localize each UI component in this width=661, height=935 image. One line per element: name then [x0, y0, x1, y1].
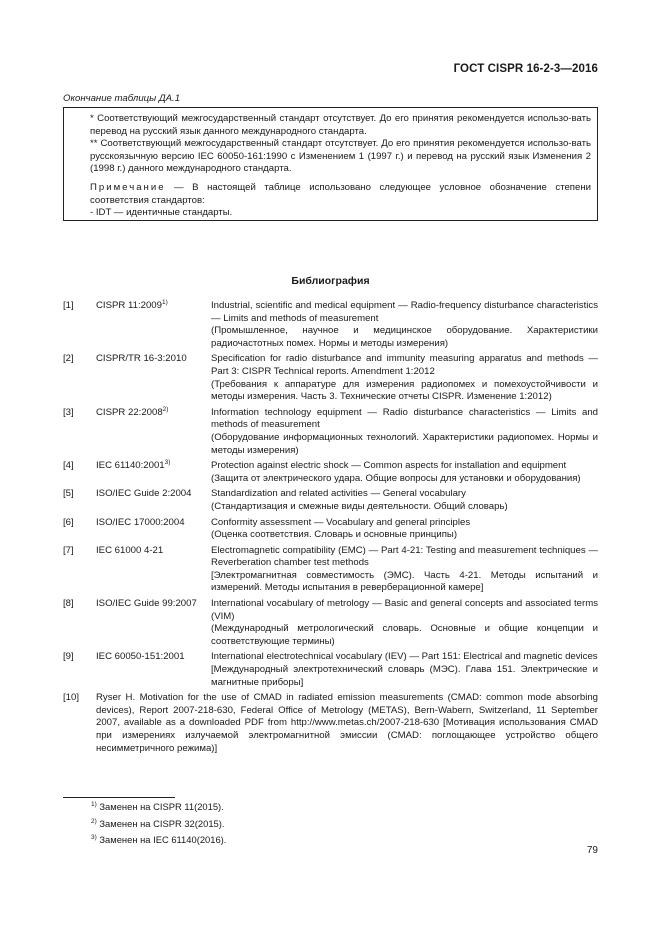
bib-document: IEC 61140:2001$^{3)}$ — [96, 458, 171, 472]
bibliography-heading: Библиография — [291, 275, 370, 287]
primechanie-label: Примечание — [90, 181, 166, 193]
bib-document: CISPR 22:2008$^{2)}$ — [96, 405, 169, 418]
bib-title: International electrotechnical vocabulary (IEV) — Part 151: Electrical and magnetic devices [Международный электротехнический словарь (МЭС). Глава 151. Электрические и магнитные приборы] — [211, 651, 598, 688]
bib-entry — [63, 517, 598, 542]
note-1: * Соответствующий межгосударственный стандарт отсутствует. До его принятия рекомендуется использо-вать перевод на русский язык данного международного стандарта. — [90, 113, 591, 137]
bib-title: Electromagnetic compatibility (EMC) — Part 4-21: Testing and measurement techniques — Reverberation chamber test methods [Электромагнитная совместимость (ЭМС). Часть 4-21. Методы испытаний и измерений. Методы испытания в реверберационной камере] — [211, 544, 598, 594]
bib-title: Specification for radio disturbance and immunity measuring apparatus and methods — Part 3: CISPR Technical reports. Amendment 1:2012 (Требования к аппаратуре для измерения радиопомех и помехоустойчивости и методы измерения. Часть 3. Технические отчеты CISPR. Изменение 1:2012) — [211, 353, 598, 403]
page-number: 79 — [586, 845, 598, 856]
bib-title: International vocabulary of metrology — Basic and general concepts and associated terms (VIM) (Международный метрологический словарь. Основные и общие концепции и соответствующие термины) — [211, 598, 598, 647]
bib-entry — [63, 545, 598, 595]
bib-number: [10] — [63, 692, 80, 704]
bib-document: ISO/IEC Guide 99:2007 — [96, 598, 197, 610]
bib-number: [7] — [63, 544, 74, 556]
bib-document: IEC 61000 4-21 — [96, 544, 164, 556]
footnote-ref: 3) — [164, 458, 171, 466]
footnotes — [91, 799, 226, 849]
bib-number: [1] — [63, 300, 74, 311]
bib-document: IEC 60050-151:2001 — [96, 651, 185, 663]
bib-title: Information technology equipment — Radio disturbance characteristics — Limits and methods of measurement (Оборудование информационных технологий. Характеристики радиопомех. Нормы и методы измерения) — [211, 406, 598, 456]
table-notes-box — [63, 107, 598, 221]
bib-title: Protection against electric shock — Common aspects for installation and equipment (Защита от электрического удара. Общие вопросы для установки и оборудования) — [211, 460, 581, 484]
bib-number: [6] — [63, 516, 74, 528]
bibliography-list — [63, 300, 598, 758]
bib-number: [5] — [63, 488, 74, 500]
footnote-ref: 2) — [162, 405, 169, 413]
footnote: $^{1)}$ Заменен на CISPR 11(2015). — [91, 800, 224, 812]
bib-entry — [63, 598, 598, 648]
note-idt: - IDT — идентичные стандарты. — [90, 207, 233, 219]
bib-document: CISPR/TR 16-3:2010 — [96, 353, 187, 365]
footnote-ref: 1) — [161, 298, 168, 306]
note-2: ** Соответствующий межгосударственный стандарт отсутствует. До его принятия рекомендуется использо-вать русскоязычную версию IEC 60050-161:1990 с Изменением 1 (1997 г.) и перевод на русский язык Изменения 2 (1998 г.) данного международного стандарта. — [90, 138, 591, 175]
bib-entry — [63, 353, 598, 403]
bib-entry — [63, 407, 598, 457]
bib-number: [3] — [63, 406, 74, 418]
note-primechanie — [90, 182, 591, 207]
footnote-divider — [63, 797, 175, 798]
footnote: $^{3)}$ Заменен на IEC 61140(2016). — [91, 833, 227, 845]
bib-title: Industrial, scientific and medical equipment — Radio-frequency disturbance characteristics — Limits and methods of measurement (Промышленное, научное и медицинское оборудование. Характеристики радиочастотных помех. Нормы и методы измерения) — [211, 300, 598, 349]
bib-title: Standardization and related activities — General vocabulary (Стандартизация и смежные виды деятельности. Общий словарь) — [211, 488, 508, 512]
bib-entry — [63, 651, 598, 689]
bib-title: Conformity assessment — Vocabulary and general principles (Оценка соответствия. Словарь и основные принципы) — [211, 516, 471, 541]
bib-document: ISO/IEC Guide 2:2004 — [96, 488, 192, 500]
footnote: $^{2)}$ Заменен на CISPR 32(2015). — [91, 817, 225, 829]
document-header: ГОСТ CISPR 16-2-3—2016 — [453, 63, 598, 75]
primechanie-text: — В настоящей таблице использовано следующее условное обозначение степени соответствия стандартов: — [90, 181, 591, 206]
bib-entry — [63, 300, 598, 350]
bib-number: [8] — [63, 598, 74, 610]
bib-number: [2] — [63, 353, 74, 365]
bib-entry — [63, 692, 598, 755]
bib-number: [4] — [63, 460, 74, 472]
bib-entry — [63, 460, 598, 485]
bib-document: ISO/IEC 17000:2004 — [96, 516, 185, 528]
bib-document: CISPR 11:2009$^{1)}$ — [96, 298, 168, 311]
table-caption: Окончание таблицы ДА.1 — [63, 93, 181, 104]
bib-full-reference: Ryser H. Motivation for the use of CMAD in radiated emission measurements (CMAD: common mode absorbing devices), Report 2007-218-630, Federal Office of Metrology (METAS), Bern-Wabern, Switzerland, 11 September 2007, available as a downloaded PDF from http://www.metas.ch/2007-218-630 [Мотивация использования CMAD при измерениях излучаемой электромагнитной эмиссии (CMAD: поглощающее устройство общего несимметричного режима)] — [96, 692, 598, 754]
bib-number: [9] — [63, 651, 74, 663]
bib-entry — [63, 488, 598, 513]
